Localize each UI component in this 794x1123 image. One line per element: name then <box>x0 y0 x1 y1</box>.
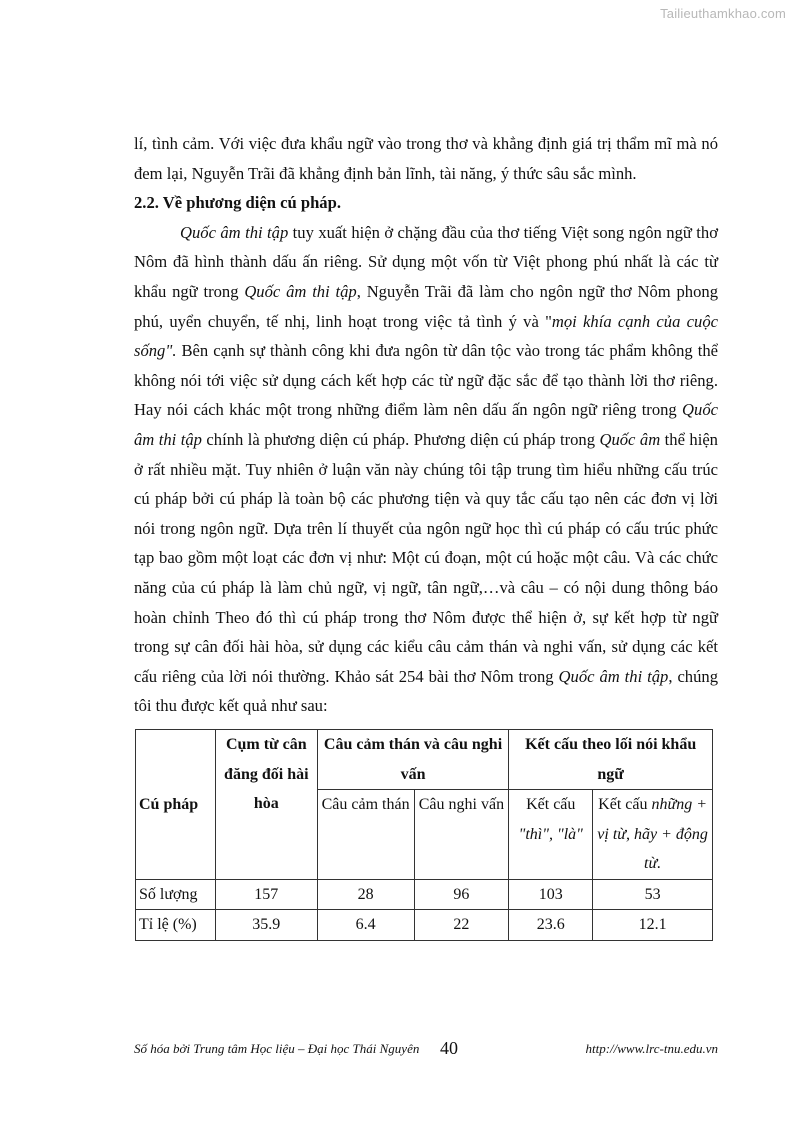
header-group-khau-ngu: Kết cấu theo lối nói khẩu ngữ <box>509 730 713 790</box>
row-label: Số lượng <box>136 879 216 910</box>
subheader-italic: những + vị từ, hãy + động từ. <box>597 796 708 872</box>
header-corner: Cú pháp <box>136 730 216 880</box>
table-row <box>136 879 713 910</box>
watermark: Tailieuthamkhao.com <box>660 6 786 21</box>
text-run: , chúng tôi thu được kết quả như sau: <box>134 666 718 716</box>
book-title: Quốc âm thi tập <box>244 281 357 301</box>
subheader-nghi-van: Câu nghi vấn <box>414 790 509 880</box>
section-heading: 2.2. Về phương diện cú pháp. <box>134 193 341 213</box>
header-group-cam-than-nghi-van: Câu cảm thán và câu nghi vấn <box>317 730 509 790</box>
document-body <box>134 129 718 721</box>
book-title: Quốc âm <box>599 429 661 449</box>
table-header-row <box>136 730 713 790</box>
subheader-nhung-hay <box>593 790 713 880</box>
page-number: 40 <box>440 1038 458 1058</box>
subheader-text: Kết cấu <box>598 796 652 813</box>
subheader-italic: "thì", "là" <box>518 825 583 843</box>
subheader-text: Kết cấu <box>526 796 576 813</box>
book-title: Quốc âm thi tập <box>558 666 669 686</box>
table-cell: 12.1 <box>593 910 713 941</box>
text-run: Bên cạnh sự thành công khi đưa ngôn từ dân tộc vào trong tác phẩm không thể không nói tới việc sử dụng cách kết hợp các từ ngữ đặc sắc để tạo thành lời thơ riêng. Hay nói cách khác một trong những điểm làm nên dấu ấn ngôn ngữ riêng trong <box>134 341 718 420</box>
body-paragraph <box>134 218 718 721</box>
footer-source: Số hóa bởi Trung tâm Học liệu – Đại học Thái Nguyên <box>134 1041 420 1056</box>
table-row <box>136 910 713 941</box>
row-label: Tỉ lệ (%) <box>136 910 216 941</box>
page-footer <box>134 1038 718 1064</box>
book-title: Quốc âm thi tập <box>180 222 289 242</box>
subheader-thi-la <box>509 790 593 880</box>
text-run: chính là phương diện cú pháp. Phương diện cú pháp trong <box>201 429 600 449</box>
intro-paragraph: lí, tình cảm. Với việc đưa khẩu ngữ vào trong thơ và khẳng định giá trị thẩm mĩ mà nó đem lại, Nguyễn Trãi đã khẳng định bản lĩnh, tài năng, ý thức sâu sắc mình. <box>134 134 718 183</box>
table-cell: 157 <box>215 879 317 910</box>
text-run: tuy xuất hiện ở chặng đầu của thơ tiếng Việt song ngôn ngữ thơ Nôm đã hình thành dấu ấn riêng. Sử dụng một vốn từ Việt phong phú nhất là các từ khẩu ngữ trong <box>134 222 718 301</box>
table-cell: 22 <box>414 910 509 941</box>
table-cell: 53 <box>593 879 713 910</box>
syntax-stats-table <box>135 729 713 941</box>
table-cell: 28 <box>317 879 414 910</box>
book-title: Quốc âm thi tập <box>134 400 718 449</box>
table-cell: 96 <box>414 879 509 910</box>
subheader-cam-than: Câu cảm thán <box>317 790 414 880</box>
header-col-can-doi: Cụm từ cân đăng đối hài hòa <box>215 730 317 880</box>
quote: mọi khía cạnh của cuộc sống". <box>134 311 718 361</box>
text-run: , Nguyễn Trãi đã làm cho ngôn ngữ thơ Nôm phong phú, uyển chuyển, tế nhị, linh hoạt trong việc tả tình ý và " <box>134 281 718 331</box>
text-run: thể hiện ở rất nhiều mặt. Tuy nhiên ở luận văn này chúng tôi tập trung tìm hiểu những cấu trúc cú pháp bởi cú pháp là toàn bộ các phương tiện và quy tắc cấu tạo nên các đơn vị lời nói trong ngôn ngữ. Dựa trên lí thuyết của ngôn ngữ học thì cú pháp có cấu trúc phức tạp bao gồm một loạt các đơn vị như: Một cú đoạn, một cú hoặc một câu. Và các chức năng của cú pháp là làm chủ ngữ, vị ngữ, tân ngữ,…và câu – có nội dung thông báo hoàn chỉnh Theo đó thì cú pháp trong thơ Nôm được thể hiện ở, sự kết hợp từ ngữ trong sự cân đối hài hòa, sử dụng các kiểu câu cảm thán và nghi vấn, sử dụng các kết cấu riêng của lời nói thường. Khảo sát 254 bài thơ Nôm trong <box>134 429 718 686</box>
footer-url: http://www.lrc-tnu.edu.vn <box>585 1041 718 1056</box>
table-cell: 35.9 <box>215 910 317 941</box>
table-cell: 103 <box>509 879 593 910</box>
table-cell: 23.6 <box>509 910 593 941</box>
table-cell: 6.4 <box>317 910 414 941</box>
